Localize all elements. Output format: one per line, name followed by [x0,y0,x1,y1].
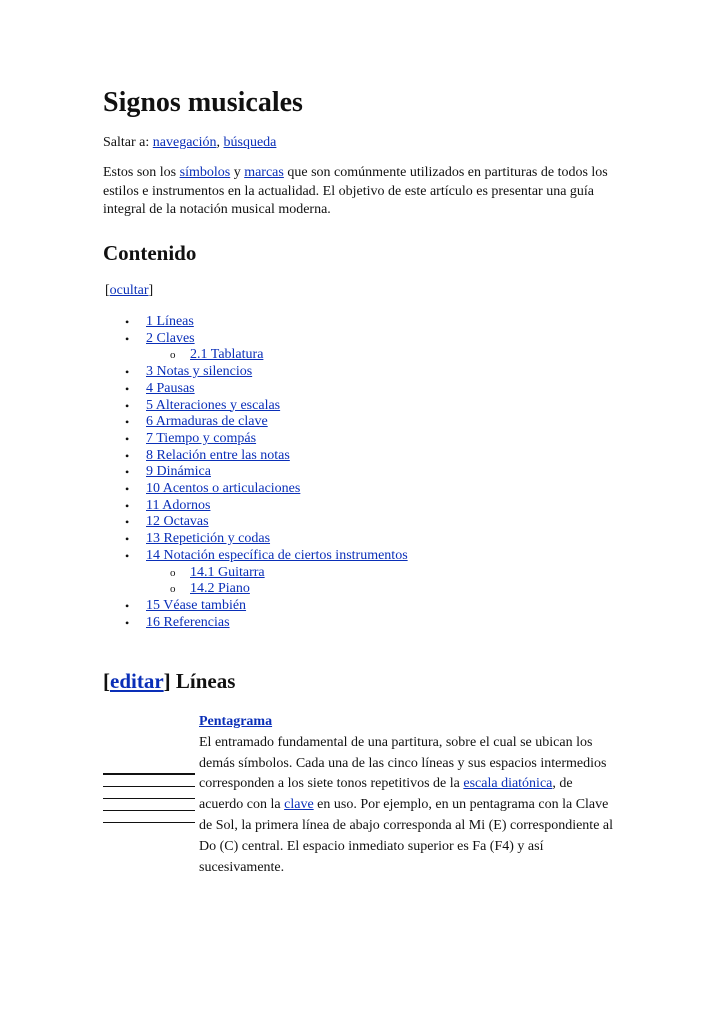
toc-link[interactable]: 11 Adornos [146,497,211,513]
staff-line [103,786,195,788]
circle-bullet-icon: o [170,583,176,596]
hide-contents-link[interactable]: ocultar [109,283,149,298]
toc-link[interactable]: 4 Pausas [146,380,195,396]
toc-item [103,314,408,331]
toc-link[interactable]: 5 Alteraciones y escalas [146,397,281,413]
diatonic-scale-link[interactable]: escala diatónica [463,776,553,792]
toc-link[interactable]: 13 Repetición y codas [146,531,271,547]
toc-link[interactable]: 10 Acentos o articulaciones [146,481,301,497]
staff-line [103,810,195,812]
toc-item [103,565,408,582]
toc-link[interactable]: 9 Dinámica [146,464,211,480]
toc-item [103,598,408,615]
contents-toggle [105,282,153,300]
jump-separator: , [216,135,224,150]
toc-item [103,498,408,515]
toc-item [103,431,408,448]
bullet-icon: • [125,482,130,497]
toc-link[interactable]: 15 Véase también [146,597,247,613]
toggle-bracket-close: ] [148,283,154,298]
toc-item [103,464,408,481]
toc-item [103,331,408,348]
edit-bracket-open: [ [103,669,110,693]
navigation-link[interactable]: navegación [152,135,217,150]
intro-text-1: Estos son los [103,165,180,180]
jump-prefix: Saltar a: [103,135,153,150]
toc-item [103,364,408,381]
edit-bracket-close: ] [163,669,176,693]
bullet-icon: • [125,431,130,446]
toc-link[interactable]: 14.2 Piano [190,581,250,597]
bullet-icon: • [125,615,130,630]
clef-link[interactable]: clave [284,797,314,813]
toc-item [103,448,408,465]
pentagrama-link[interactable]: Pentagrama [199,714,273,729]
staff-line [103,798,195,800]
toc-item [103,548,408,565]
article [103,86,618,875]
pentagrama-text-3: en uso. Por ejemplo, en un pentagrama con la Clave de Sol, la primera línea de abajo corresponda al Mi (E) correspondiente al Do (C) central. El espacio inmediato superior es Fa (F4) y así sucesivamente. [199,797,614,875]
symbols-link[interactable]: símbolos [179,165,231,180]
pentagrama-text-1: El entramado fundamental de una partitura, sobre el cual se ubican los demás símbolos. Cada una de las cinco líneas y sus espacios intermedios corresponden a los siete tonos repetitivos de la [199,734,607,792]
bullet-icon: • [125,315,130,329]
staff-line [103,773,195,775]
pentagrama-description [199,712,619,878]
intro-paragraph [103,164,618,220]
page-title: Signos musicales [103,87,303,118]
section-title: Líneas [175,669,236,693]
bullet-icon: • [125,331,130,346]
toc-item [103,414,408,431]
bullet-icon: • [125,448,130,463]
toc-link[interactable]: 2.1 Tablatura [190,347,264,363]
bullet-icon: • [125,465,130,480]
contents-heading: Contenido [103,241,197,265]
jump-links [103,134,618,152]
toc-link[interactable]: 2 Claves [146,330,195,346]
bullet-icon: • [125,598,130,613]
toc-link[interactable]: 8 Relación entre las notas [146,447,290,463]
circle-bullet-icon: o [170,566,176,579]
pentagrama-text-2: , de acuerdo con la [199,776,573,813]
toc-item [103,347,408,364]
section-heading-lineas [103,668,235,694]
bullet-icon: • [125,515,130,530]
bullet-icon: • [125,365,130,380]
toc-link[interactable]: 14.1 Guitarra [190,564,265,580]
toggle-bracket-open: [ [105,283,110,298]
edit-section-link[interactable]: editar [110,669,164,693]
toc-item [103,615,408,632]
toc-link[interactable]: 12 Octavas [146,514,209,530]
toc-link[interactable]: 1 Líneas [146,314,194,329]
toc-link[interactable]: 6 Armaduras de clave [146,414,268,430]
intro-text-3: que son comúnmente utilizados en partituras de todos los estilos e instrumentos en la actualidad. El objetivo de este artículo es presentar una guía integral de la notación musical moderna. [103,165,608,217]
toc-link[interactable]: 14 Notación específica de ciertos instrumentos [146,547,408,563]
marks-link[interactable]: marcas [244,165,284,180]
toc-item [103,481,408,498]
bullet-icon: • [125,548,130,563]
toc-item [103,381,408,398]
bullet-icon: • [125,381,130,396]
circle-bullet-icon: o [170,349,176,362]
staff-lines-image [103,773,195,834]
toc-item [103,514,408,531]
toc-item [103,398,408,415]
bullet-icon: • [125,532,130,547]
toc-item [103,531,408,548]
search-link[interactable]: búsqueda [223,135,277,150]
table-of-contents [103,314,408,631]
toc-item [103,581,408,598]
bullet-icon: • [125,498,130,513]
intro-text-2: y [230,165,245,180]
toc-link[interactable]: 7 Tiempo y compás [146,430,257,446]
bullet-icon: • [125,398,130,413]
toc-link[interactable]: 3 Notas y silencios [146,364,253,380]
staff-line [103,822,195,824]
toc-link[interactable]: 16 Referencias [146,614,230,630]
bullet-icon: • [125,415,130,430]
